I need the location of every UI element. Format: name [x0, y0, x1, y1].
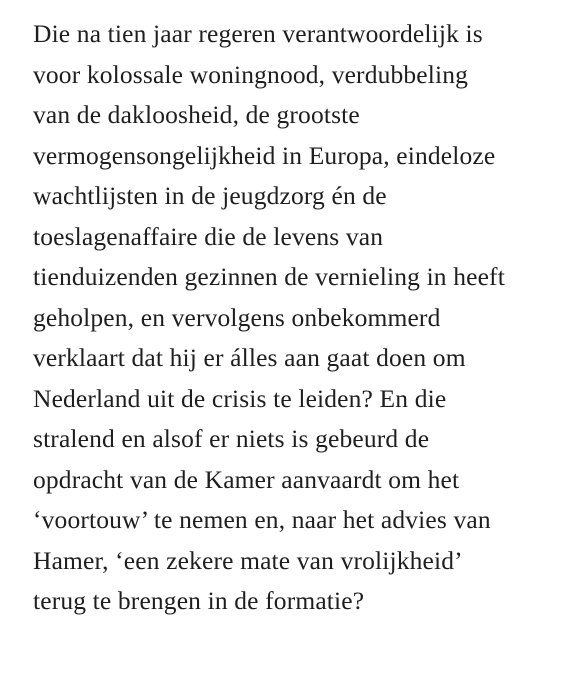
text-line: voor kolossale woningnood, verdubbeling	[33, 59, 469, 89]
text-line: Nederland uit de crisis te leiden? En die	[33, 383, 447, 413]
text-line: terug te brengen in de formatie?	[33, 586, 365, 615]
text-line: toeslagenaffaire die de levens van	[33, 221, 384, 251]
text-line: vermogensongelijkheid in Europa, eindeloze	[33, 140, 496, 170]
text-line: geholpen, en vervolgens onbekommerd	[33, 302, 441, 332]
text-line: van de dakloosheid, de grootste	[33, 100, 360, 129]
text-line: stralend en alsof er niets is gebeurd de	[33, 424, 430, 453]
text-line: tienduizenden gezinnen de vernieling in heeft	[33, 262, 505, 291]
text-line: opdracht van de Kamer aanvaardt om het	[33, 464, 460, 494]
article-paragraph	[33, 14, 563, 622]
text-line: Die na tien jaar regeren verantwoordelijk is	[33, 19, 483, 48]
text-line: Hamer, ‘een zekere mate van vrolijkheid’	[33, 545, 463, 575]
text-line: ‘voortouw’ te nemen en, naar het advies van	[33, 505, 491, 534]
text-line: verklaart dat hij er álles aan gaat doen om	[33, 343, 466, 372]
text-line: wachtlijsten in de jeugdzorg én de	[33, 181, 387, 210]
